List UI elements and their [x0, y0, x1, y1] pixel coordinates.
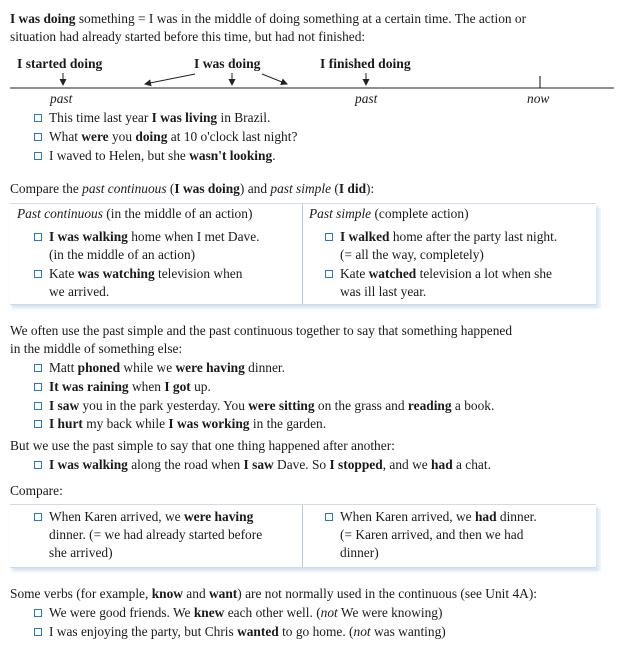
- bullet-square-icon: [325, 270, 333, 278]
- list-item: It was raining when I got up.: [34, 378, 211, 396]
- list-item: I was walking along the road when I saw Dave. So I stopped, and we had a chat.: [34, 456, 491, 474]
- list-item: When Karen arrived, we had dinner.: [325, 508, 537, 526]
- list-item: I was walking home when I met Dave.: [34, 228, 260, 246]
- timeline-diagram: [0, 70, 624, 92]
- list-item: Kate was watching television when: [34, 265, 242, 283]
- timeline-past-1: past: [50, 91, 73, 106]
- bullet-square-icon: [34, 133, 42, 141]
- list-item: I was enjoying the party, but Chris wanted to go home. (not was wanting): [34, 623, 446, 641]
- bullet-square-icon: [34, 420, 42, 428]
- compare-2-label: Compare:: [10, 483, 63, 498]
- bullet-square-icon: [34, 270, 42, 278]
- bullet-square-icon: [34, 609, 42, 617]
- table-1-right-heading: Past simple (complete action): [309, 206, 469, 221]
- bullet-square-icon: [325, 233, 333, 241]
- list-item-continuation: (in the middle of an action): [49, 247, 196, 262]
- list-item: This time last year I was living in Brazil.: [34, 109, 270, 127]
- timeline-label-finished: I finished doing: [320, 56, 411, 71]
- bullet-square-icon: [34, 628, 42, 636]
- together-line-2: in the middle of something else:: [10, 341, 183, 356]
- timeline-past-2: past: [355, 91, 378, 106]
- list-item-continuation: (= Karen arrived, and then we had: [340, 527, 524, 542]
- list-item-continuation: was ill last year.: [340, 284, 427, 299]
- table-divider: [302, 505, 303, 567]
- list-item: When Karen arrived, we were having: [34, 508, 253, 526]
- list-item-continuation: she arrived): [49, 545, 113, 560]
- bullet-square-icon: [34, 233, 42, 241]
- timeline-label-was-doing: I was doing: [194, 56, 261, 71]
- bullet-square-icon: [34, 513, 42, 521]
- list-item-continuation: dinner): [340, 545, 379, 560]
- arrow-was-doing-right: [262, 74, 287, 84]
- table-1-left-heading: Past continuous (in the middle of an action): [17, 206, 253, 221]
- intro-line-1: I was doing something = I was in the middle of doing something at a certain time. The action or: [10, 11, 527, 26]
- table-divider: [302, 204, 303, 304]
- list-item: I walked home after the party last night.: [325, 228, 557, 246]
- list-item: I waved to Helen, but she wasn't looking.: [34, 147, 276, 165]
- bullet-square-icon: [34, 364, 42, 372]
- bullet-square-icon: [34, 461, 42, 469]
- together-line-1: We often use the past simple and the past continuous together to say that something happened: [10, 323, 513, 338]
- timeline-now: now: [527, 91, 550, 106]
- verbs-line: Some verbs (for example, know and want) are not normally used in the continuous (see Unit 4A):: [10, 586, 537, 601]
- another-line: But we use the past simple to say that one thing happened after another:: [10, 438, 395, 453]
- list-item-continuation: (= all the way, completely): [340, 247, 484, 262]
- arrow-was-doing-left: [145, 74, 195, 84]
- timeline-label-started: I started doing: [17, 56, 103, 71]
- bullet-square-icon: [34, 402, 42, 410]
- list-item: Matt phoned while we were having dinner.: [34, 359, 285, 377]
- bullet-square-icon: [34, 114, 42, 122]
- list-item: I hurt my back while I was working in the garden.: [34, 415, 326, 433]
- bullet-square-icon: [325, 513, 333, 521]
- list-item-continuation: dinner. (= we had already started before: [49, 527, 263, 542]
- list-item: What were you doing at 10 o'clock last night?: [34, 128, 297, 146]
- intro-line-2: situation had already started before this time, but had not finished:: [10, 29, 366, 44]
- term-i-was-doing: I was doing: [10, 11, 76, 26]
- list-item: I saw you in the park yesterday. You were sitting on the grass and reading a book.: [34, 397, 494, 415]
- list-item-continuation: we arrived.: [49, 284, 110, 299]
- bullet-square-icon: [34, 383, 42, 391]
- bullet-square-icon: [34, 152, 42, 160]
- list-item: We were good friends. We knew each other well. (not We were knowing): [34, 604, 442, 622]
- list-item: Kate watched television a lot when she: [325, 265, 552, 283]
- compare-1-heading: Compare the past continuous (I was doing) and past simple (I did):: [10, 181, 375, 196]
